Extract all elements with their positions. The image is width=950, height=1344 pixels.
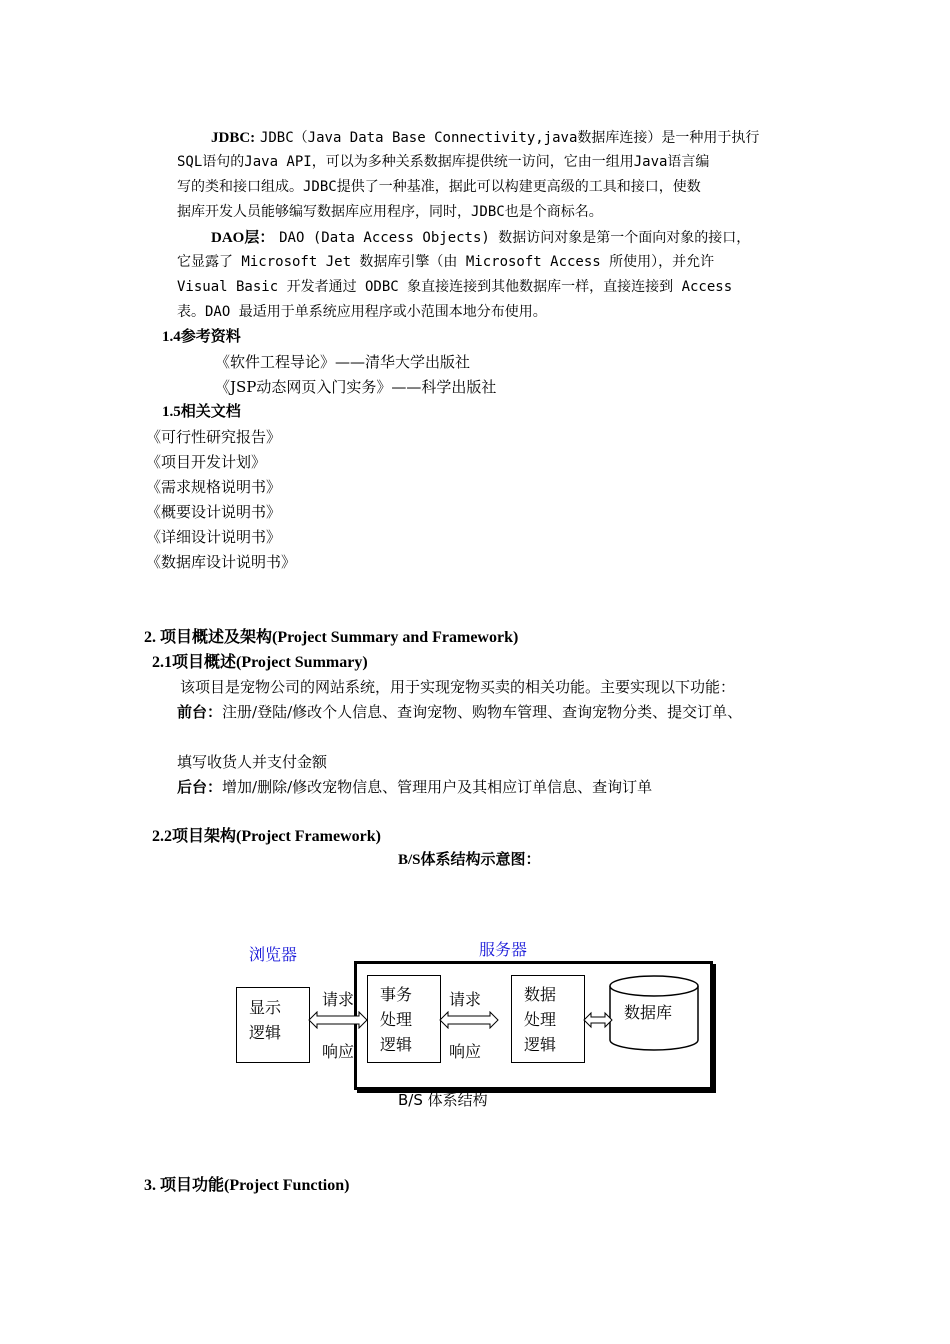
back-label: 后台： — [177, 780, 223, 796]
related-doc-item: 《概要设计说明书》 — [146, 503, 282, 521]
front-label: 前台： — [177, 705, 223, 721]
double-arrow-icon — [583, 1011, 613, 1029]
request-label: 请求 — [322, 990, 355, 1009]
dao-line-2: 它显露了 Microsoft Jet 数据库引擎（由 Microsoft Access 所使用），并允许 — [177, 254, 715, 270]
related-docs-heading: 1.5相关文档 — [162, 404, 241, 420]
jdbc-text-1: JDBC（Java Data Base Connectivity,java数据库连接）是一种用于执行 — [259, 130, 760, 146]
reference-item: 《软件工程导论》——清华大学出版社 — [215, 353, 471, 371]
jdbc-line-3: 写的类和接口组成。JDBC提供了一种基准，据此可以构建更高级的工具和接口，使数 — [177, 179, 701, 195]
front-text-2: 填写收货人并支付金额 — [177, 753, 328, 771]
dao-line-4: 表。DAO 最适用于单系统应用程序或小范围本地分布使用。 — [177, 304, 547, 320]
response-label: 响应 — [449, 1042, 482, 1061]
browser-label: 浏览器 — [249, 945, 298, 964]
business-logic-line: 逻辑 — [380, 1035, 413, 1054]
summary-heading: 2.1项目概述(Project Summary) — [152, 654, 368, 671]
back-line — [177, 775, 652, 801]
database-label: 数据库 — [624, 1003, 673, 1022]
back-text: 增加/删除/修改宠物信息、管理用户及其相应订单信息、查询订单 — [222, 778, 653, 796]
display-logic-line: 显示 — [249, 998, 282, 1017]
data-logic-line: 逻辑 — [524, 1035, 557, 1054]
business-logic-line: 事务 — [380, 985, 413, 1004]
dao-label: DAO层： — [211, 230, 275, 246]
related-doc-item: 《需求规格说明书》 — [146, 478, 282, 496]
front-line — [177, 700, 742, 726]
dao-line-1 — [211, 225, 750, 251]
jdbc-label: JDBC: — [211, 130, 256, 146]
display-logic-line: 逻辑 — [249, 1023, 282, 1042]
related-doc-item: 《数据库设计说明书》 — [146, 553, 297, 571]
double-arrow-icon — [439, 1011, 499, 1029]
double-arrow-icon — [308, 1011, 368, 1029]
reference-item: 《JSP动态网页入门实务》——科学出版社 — [215, 378, 497, 396]
front-text: 注册/登陆/修改个人信息、查询宠物、购物车管理、查询宠物分类、提交订单、 — [222, 703, 743, 721]
dao-text-1: DAO (Data Access Objects) 数据访问对象是第一个面向对象的接口， — [279, 230, 751, 246]
request-label: 请求 — [449, 990, 482, 1009]
jdbc-line-2: SQL语句的Java API，可以为多种关系数据库提供统一访问，它由一组用Java语言编 — [177, 154, 710, 170]
section-2-heading: 2. 项目概述及架构(Project Summary and Framework) — [144, 629, 519, 646]
references-heading: 1.4参考资料 — [162, 329, 241, 345]
jdbc-line-4: 据库开发人员能够编写数据库应用程序，同时，JDBC也是个商标名。 — [177, 204, 603, 220]
data-logic-line: 数据 — [524, 985, 557, 1004]
business-logic-line: 处理 — [380, 1010, 413, 1029]
related-doc-item: 《详细设计说明书》 — [146, 528, 282, 546]
server-label: 服务器 — [479, 940, 528, 959]
diagram-caption: B/S 体系结构 — [398, 1091, 488, 1109]
diagram-title: B/S体系结构示意图： — [398, 852, 541, 868]
dao-line-3: Visual Basic 开发者通过 ODBC 象直接连接到其他数据库一样，直接连接到 Access — [177, 279, 733, 295]
related-doc-item: 《可行性研究报告》 — [146, 428, 282, 446]
summary-text: 该项目是宠物公司的网站系统，用于实现宠物买卖的相关功能。主要实现以下功能： — [180, 678, 736, 696]
jdbc-line-1 — [211, 125, 759, 151]
data-logic-line: 处理 — [524, 1010, 557, 1029]
response-label: 响应 — [322, 1042, 355, 1061]
section-3-heading: 3. 项目功能(Project Function) — [144, 1177, 350, 1194]
related-doc-item: 《项目开发计划》 — [146, 453, 267, 471]
framework-heading: 2.2项目架构(Project Framework) — [152, 828, 381, 845]
